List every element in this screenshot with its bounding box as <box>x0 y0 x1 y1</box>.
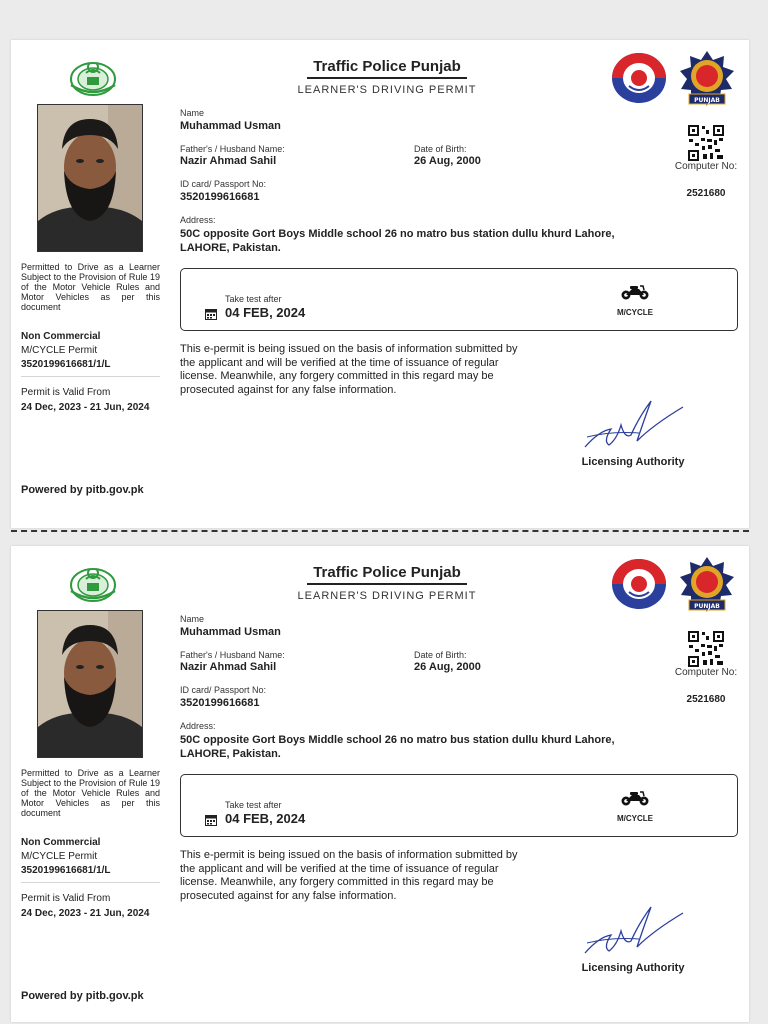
permit-number: 3520199616681/1/L <box>21 865 111 876</box>
disclaimer-text: This e-permit is being issued on the basis of information submitted by the applicant and will be verified at the time of issuance of regular license. Meanwhile, any forgery committed in this regard may be prosecuted against for any false information. <box>180 343 518 396</box>
test-date: 04 FEB, 2024 <box>225 811 306 826</box>
qr-code-icon <box>687 124 725 162</box>
licensing-authority: Licensing Authority <box>581 456 685 468</box>
computer-no-value: 2521680 <box>686 188 726 199</box>
signature-icon <box>581 901 686 959</box>
name-value: Muhammad Usman <box>180 120 281 132</box>
permit-provision-text: Permitted to Drive as a Learner Subject to the Provision of Rule 19 of the Motor Vehicle Rules and Motor Vehicles as per this document <box>21 262 160 312</box>
validity-label: Permit is Valid From <box>21 387 111 398</box>
dob-label: Date of Birth: <box>414 144 467 154</box>
validity-label: Permit is Valid From <box>21 893 111 904</box>
applicant-photo <box>37 104 143 252</box>
id-card-label: ID card/ Passport No: <box>180 179 267 189</box>
take-test-label: Take test after <box>225 294 282 304</box>
signature-icon <box>581 395 686 453</box>
father-name-value: Nazir Ahmad Sahil <box>180 661 277 673</box>
test-date-box <box>180 774 738 837</box>
dob-value: 26 Aug, 2000 <box>414 155 481 167</box>
applicant-photo <box>37 610 143 758</box>
vehicle-type: M/CYCLE <box>617 814 653 823</box>
powered-by: Powered by pitb.gov.pk <box>21 990 144 1002</box>
address-value: 50C opposite Gort Boys Middle school 26 no matro bus station dullu khurd Lahore, LAHORE, Pakistan. <box>180 228 615 254</box>
disclaimer-text: This e-permit is being issued on the basis of information submitted by the applicant and will be verified at the time of issuance of regular license. Meanwhile, any forgery committed in this regard may be prosecuted against for any false information. <box>180 849 518 902</box>
validity-dates: 24 Dec, 2023 - 21 Jun, 2024 <box>21 908 150 919</box>
cut-line-divider <box>11 530 749 532</box>
id-card-value: 3520199616681 <box>180 697 260 709</box>
licensing-authority: Licensing Authority <box>581 962 685 974</box>
id-card-value: 3520199616681 <box>180 191 260 203</box>
permit-category: Non Commercial <box>21 837 101 848</box>
name-value: Muhammad Usman <box>180 626 281 638</box>
badge-text: PUNJAB <box>694 97 720 104</box>
motorcycle-icon <box>621 789 649 807</box>
address-label: Address: <box>180 215 216 225</box>
dob-value: 26 Aug, 2000 <box>414 661 481 673</box>
permit-card <box>11 546 749 1022</box>
permit-number: 3520199616681/1/L <box>21 359 111 370</box>
punjab-emblem-icon <box>68 561 118 603</box>
permit-card <box>11 40 749 528</box>
powered-by: Powered by pitb.gov.pk <box>21 484 144 496</box>
traffic-badge-icon <box>679 556 735 614</box>
address-label: Address: <box>180 721 216 731</box>
page-title: Traffic Police Punjab <box>307 58 467 79</box>
qr-code-icon <box>687 630 725 668</box>
page-title: Traffic Police Punjab <box>307 564 467 585</box>
police-logo-icon <box>611 52 667 104</box>
id-card-label: ID card/ Passport No: <box>180 685 267 695</box>
permit-category: Non Commercial <box>21 331 101 342</box>
dob-label: Date of Birth: <box>414 650 467 660</box>
name-label: Name <box>180 108 205 118</box>
father-name-label: Father's / Husband Name: <box>180 144 285 154</box>
traffic-badge-icon <box>679 50 735 108</box>
page-subtitle: LEARNER'S DRIVING PERMIT <box>297 84 477 96</box>
address-value: 50C opposite Gort Boys Middle school 26 no matro bus station dullu khurd Lahore, LAHORE, Pakistan. <box>180 734 615 760</box>
test-date: 04 FEB, 2024 <box>225 305 306 320</box>
badge-text: PUNJAB <box>694 603 720 610</box>
divider <box>21 376 160 377</box>
father-name-value: Nazir Ahmad Sahil <box>180 155 277 167</box>
permit-type: M/CYCLE Permit <box>21 345 98 356</box>
page-subtitle: LEARNER'S DRIVING PERMIT <box>297 590 477 602</box>
divider <box>21 882 160 883</box>
calendar-icon <box>205 814 217 826</box>
father-name-label: Father's / Husband Name: <box>180 650 285 660</box>
computer-no-label: Computer No: <box>674 667 738 678</box>
vehicle-type: M/CYCLE <box>617 308 653 317</box>
police-logo-icon <box>611 558 667 610</box>
calendar-icon <box>205 308 217 320</box>
punjab-emblem-icon <box>68 55 118 97</box>
name-label: Name <box>180 614 205 624</box>
motorcycle-icon <box>621 283 649 301</box>
permit-type: M/CYCLE Permit <box>21 851 98 862</box>
computer-no-value: 2521680 <box>686 694 726 705</box>
test-date-box <box>180 268 738 331</box>
computer-no-label: Computer No: <box>674 161 738 172</box>
validity-dates: 24 Dec, 2023 - 21 Jun, 2024 <box>21 402 150 413</box>
take-test-label: Take test after <box>225 800 282 810</box>
permit-provision-text: Permitted to Drive as a Learner Subject to the Provision of Rule 19 of the Motor Vehicle Rules and Motor Vehicles as per this document <box>21 768 160 818</box>
